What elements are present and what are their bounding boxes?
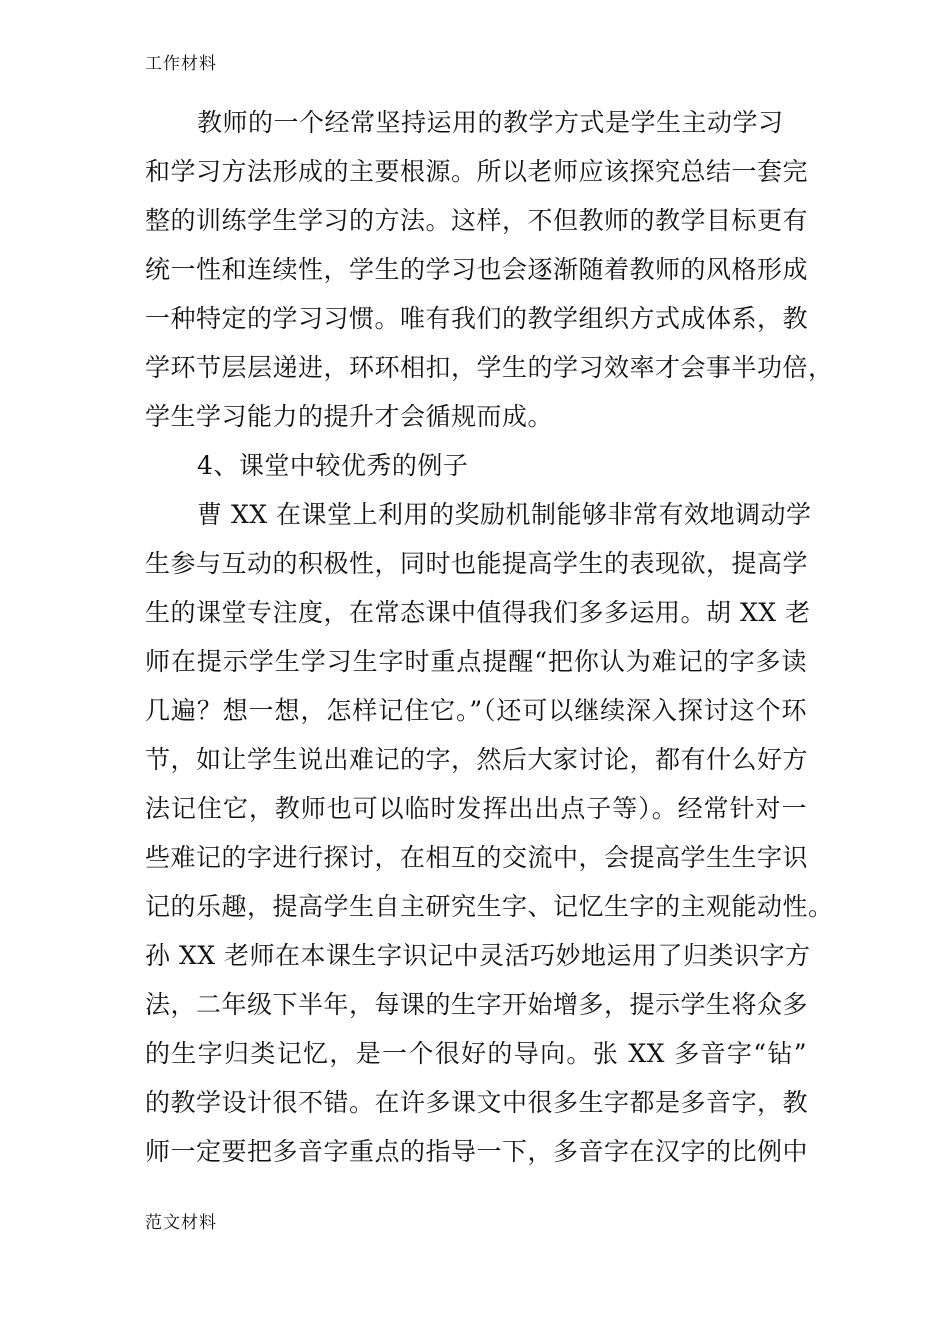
text-line: 学环节层层递进，环环相扣，学生的学习效率才会事半功倍， bbox=[145, 353, 834, 382]
text-line: 学生学习能力的提升才会循规而成。 bbox=[145, 402, 554, 431]
text-line: 整的训练学生学习的方法。这样，不但教师的教学目标更有 bbox=[145, 206, 809, 235]
text-line: 的教学设计很不错。在许多课文中很多生字都是多音字，教 bbox=[145, 1088, 809, 1117]
text-line: 教师的一个经常坚持运用的教学方式是学生主动学习 bbox=[197, 108, 784, 137]
text-line: 4、课堂中较优秀的例子 bbox=[197, 451, 469, 480]
text-line: 些难记的字进行探讨，在相互的交流中，会提高学生生字识 bbox=[145, 843, 809, 872]
text-line: 法，二年级下半年，每课的生字开始增多，提示学生将众多 bbox=[145, 990, 809, 1019]
text-line: 法记住它，教师也可以临时发挥出出点子等）。经常针对一 bbox=[145, 794, 807, 823]
text-line: 曹 XX 在课堂上利用的奖励机制能够非常有效地调动学 bbox=[197, 500, 812, 529]
text-line: 生的课堂专注度，在常态课中值得我们多多运用。胡 XX 老 bbox=[145, 598, 811, 627]
text-line: 师一定要把多音字重点的指导一下，多音字在汉字的比例中 bbox=[145, 1137, 809, 1166]
text-line: 记的乐趣，提高学生自主研究生字、记忆生字的主观能动性。 bbox=[145, 892, 834, 921]
text-line: 和学习方法形成的主要根源。所以老师应该探究总结一套完 bbox=[145, 157, 809, 186]
text-line: 生参与互动的积极性，同时也能提高学生的表现欲，提高学 bbox=[145, 549, 809, 578]
text-line: 孙 XX 老师在本课生字识记中灵活巧妙地运用了归类识字方 bbox=[145, 941, 811, 970]
page-header: 工作材料 bbox=[145, 54, 217, 74]
text-line: 的生字归类记忆，是一个很好的导向。张 XX 多音字“钻” bbox=[145, 1039, 807, 1068]
document-body bbox=[145, 98, 834, 1176]
text-line: 节，如让学生说出难记的字，然后大家讨论，都有什么好方 bbox=[145, 745, 809, 774]
text-line: 统一性和连续性，学生的学习也会逐渐随着教师的风格形成 bbox=[145, 255, 809, 284]
text-line: 几遍？想一想，怎样记住它。”（还可以继续深入探讨这个环 bbox=[145, 696, 807, 725]
text-line: 师在提示学生学习生字时重点提醒“把你认为难记的字多读 bbox=[145, 647, 807, 676]
text-line: 一种特定的学习习惯。唯有我们的教学组织方式成体系，教 bbox=[145, 304, 809, 333]
page-footer: 范文材料 bbox=[145, 1213, 217, 1233]
